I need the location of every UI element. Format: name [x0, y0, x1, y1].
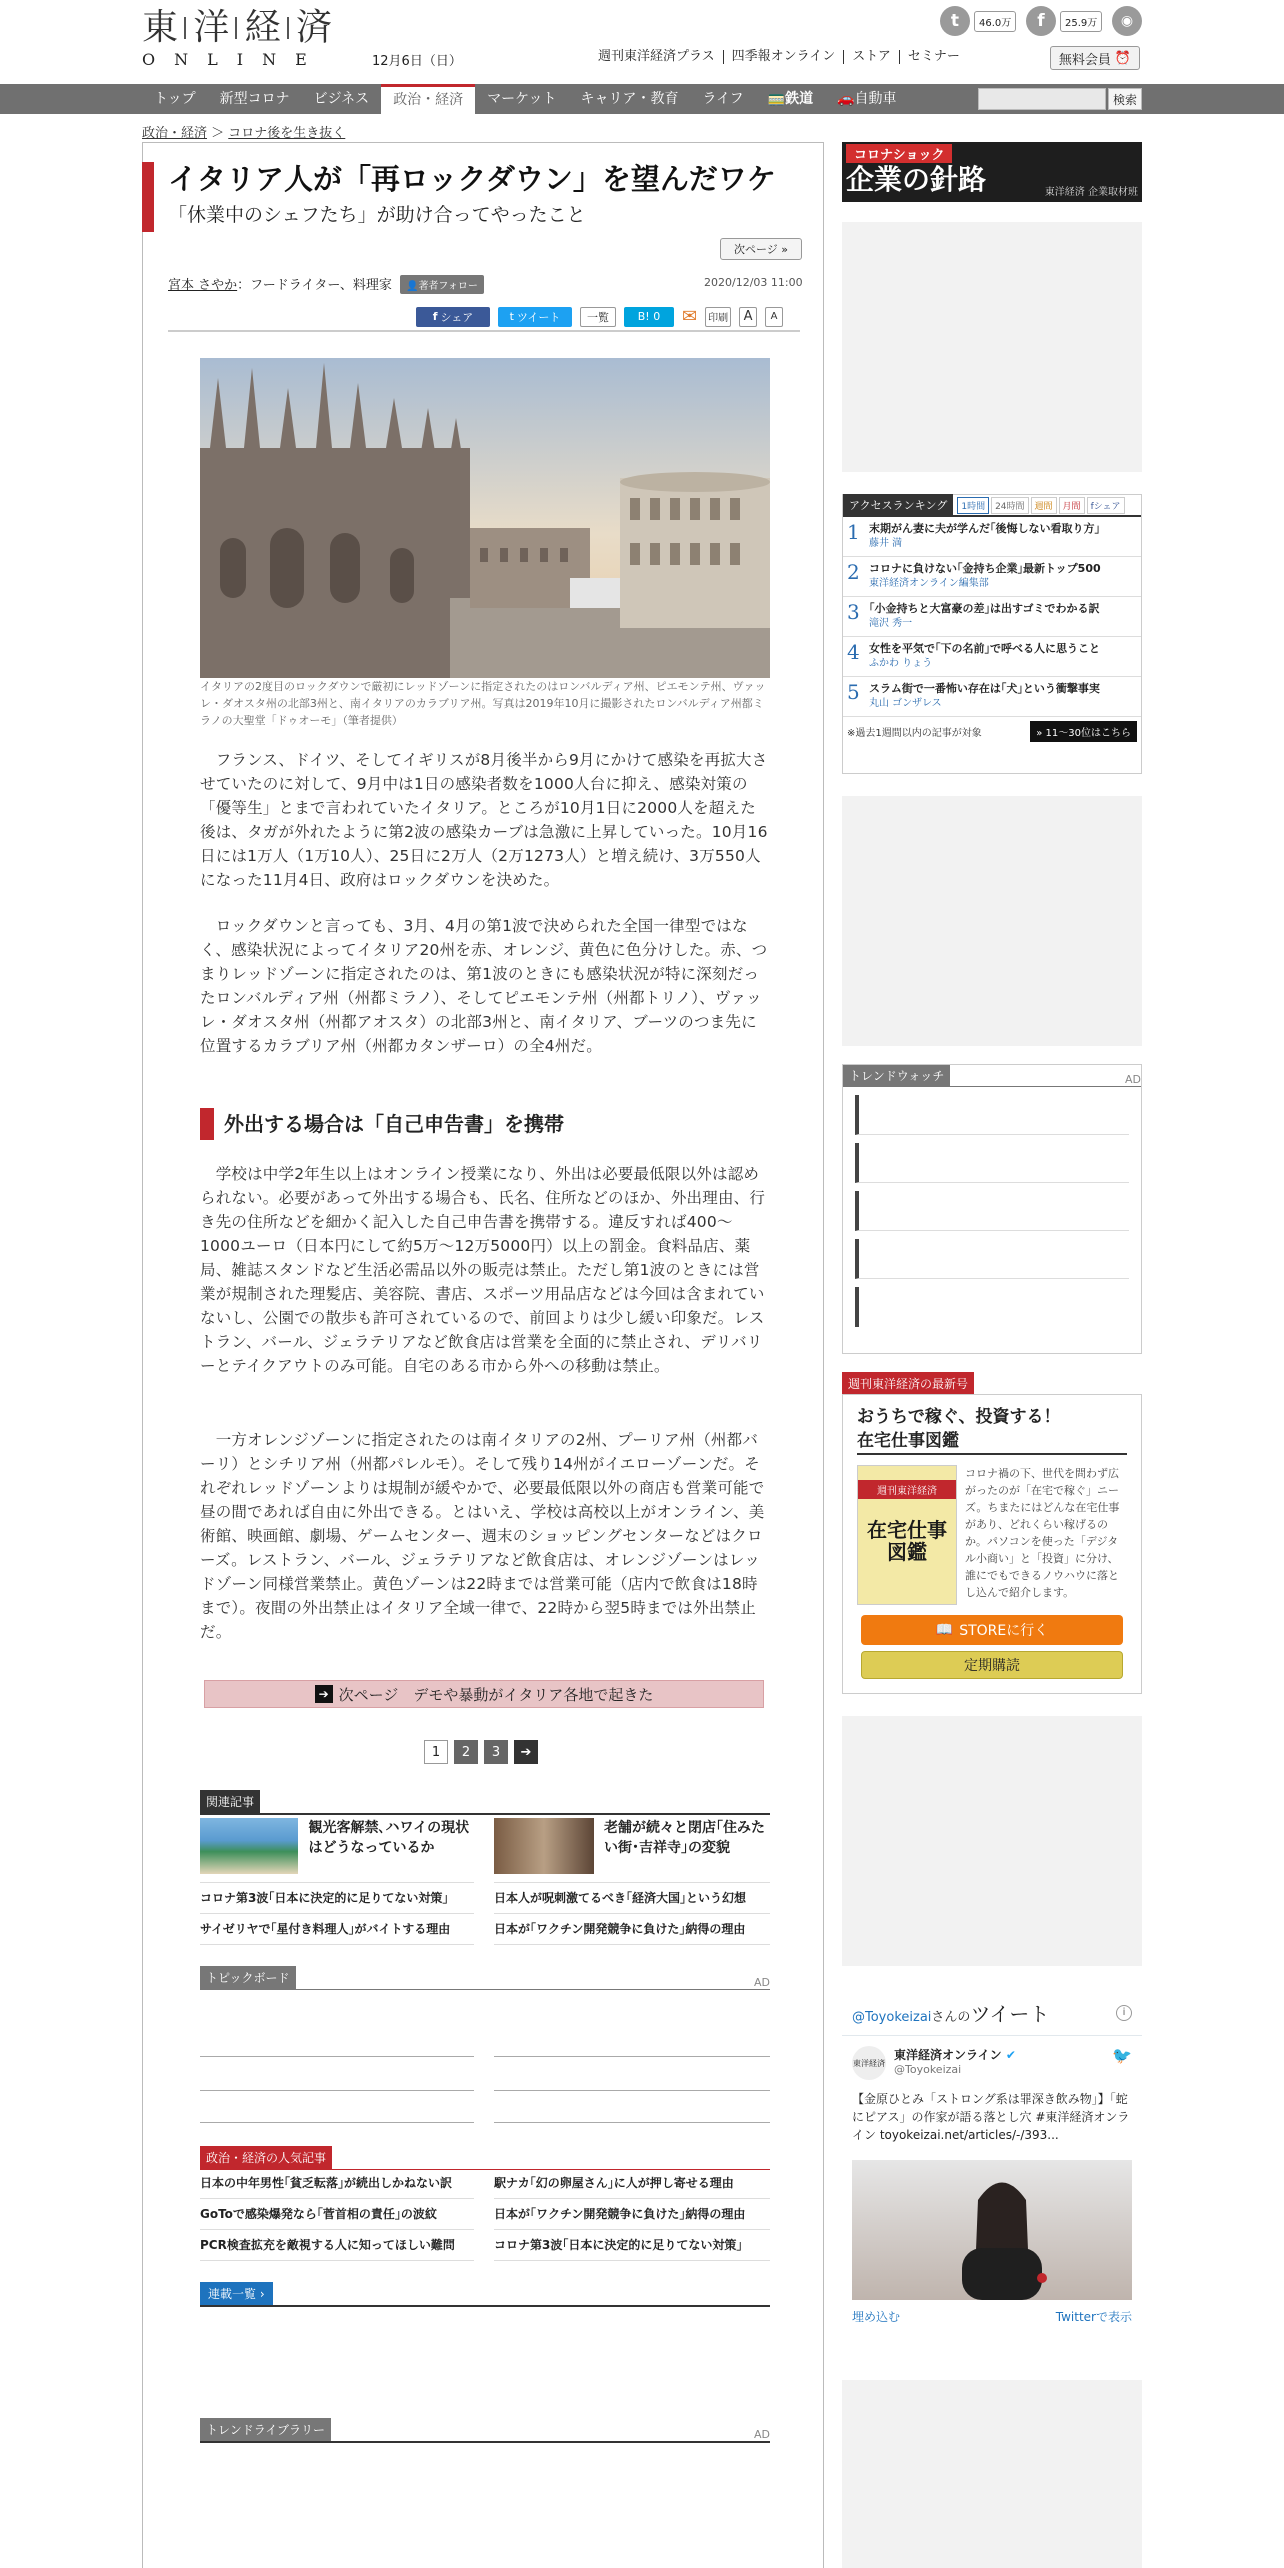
twitter-icon: t [509, 310, 514, 323]
logo-char: 東 [142, 7, 179, 48]
timeline-handle[interactable]: @Toyokeizai [852, 2010, 932, 2025]
divider [200, 2056, 474, 2057]
arrow-right-icon: ➔ [315, 1685, 333, 1703]
avatar[interactable]: 東洋経済 [852, 2046, 886, 2080]
list-item[interactable]: PCR検査拡充を敵視する人に知ってほしい難問 [200, 2230, 474, 2261]
access-ranking [842, 494, 1142, 774]
divider [168, 330, 800, 332]
chevron-right-icon: › [259, 2287, 265, 2301]
popular-head: 政治・経済の人気記事 [200, 2146, 332, 2169]
divider [200, 2441, 770, 2443]
person-plus-icon: 👤 [405, 281, 419, 292]
tweet-button[interactable] [498, 307, 572, 327]
rss-link[interactable] [1112, 6, 1142, 36]
list-item[interactable]: 日本が｢ワクチン開発競争に負けた｣納得の理由 [494, 2199, 770, 2230]
timeline-heading: ツイート [970, 2002, 1050, 2026]
header-links [590, 50, 968, 64]
rank-number: 2 [847, 560, 860, 584]
nav-railway[interactable] [756, 84, 825, 114]
page-2[interactable]: 2 [454, 1740, 478, 1764]
link-shikiho[interactable]: 四季報オンライン [723, 50, 844, 64]
link-weekly-plus[interactable]: 週刊東洋経済プラス [598, 49, 715, 64]
page-1[interactable]: 1 [424, 1740, 448, 1764]
twitter-icon: t [940, 6, 970, 36]
tweet-account[interactable]: 東洋経済オンライン [894, 2048, 1002, 2062]
ranking-tab-24h[interactable]: 24時間 [991, 497, 1028, 514]
list-item[interactable]: 駅ナカ｢幻の卵屋さん｣に人が押し寄せる理由 [494, 2168, 770, 2199]
logo-char: 洋 [193, 7, 230, 48]
series-list-label [200, 2282, 273, 2305]
timeline-suffix: さんの [931, 2010, 971, 2025]
cover-brand: 週刊東洋経済 [858, 1480, 956, 1499]
list-item[interactable]: 日本が｢ワクチン開発競争に負けた｣納得の理由 [494, 1914, 770, 1945]
nav-life[interactable]: ライフ [702, 91, 744, 107]
nav-car-label: 自動車 [854, 91, 897, 107]
divider [494, 2056, 770, 2057]
divider [200, 2090, 474, 2091]
related-title: 観光客解禁､ハワイの現状はどうなっているか [308, 1820, 470, 1856]
font-large-button[interactable]: A [739, 307, 757, 327]
nav-car[interactable] [825, 84, 908, 114]
related-thumbnail [200, 1818, 298, 1874]
divider [857, 1453, 1127, 1455]
related-list-left [200, 1882, 474, 1945]
link-seminar[interactable]: セミナー [899, 50, 968, 64]
list-item[interactable]: GoToで感染爆発なら｢菅首相の責任｣の波紋 [200, 2199, 474, 2230]
facebook-icon: f [1090, 501, 1094, 512]
facebook-follow[interactable] [1026, 6, 1102, 36]
popular-list-right [494, 2168, 770, 2261]
view-on-twitter-link[interactable]: Twitterで表示 [1055, 2310, 1132, 2324]
ranking-tab-share[interactable] [1087, 497, 1125, 514]
portrait-photo [852, 2160, 1132, 2300]
facebook-share-button[interactable] [416, 307, 490, 327]
rank-title: スラム街で一番怖い存在は｢犬｣という衝撃事実 [869, 682, 1100, 695]
facebook-count: 25.9万 [1060, 11, 1102, 32]
paragraph-text: フランス、ドイツ、そしてイギリスが8月後半から9月にかけて感染を再拡大させていたのに対して、9月中は1日の感染者数を1000人台に抑え、感染対策の「優等生」とまで言われていたイタリア。ところが10月1日に2000人を超えた後は、タガが外れたように第2波の感染カーブは急激に上昇していった。10月16日には1万人（1万10人）、25日に2万人（2万1273人）と増え続け、3万550人になった11月4日、政府はロックダウンを決めた。 [200, 751, 768, 889]
rank-author: 東洋経済オンライン編集部 [869, 578, 989, 589]
book-icon: 📖 [935, 1622, 954, 1638]
subscribe-button[interactable]: 定期購読 [861, 1651, 1123, 1679]
popular-articles [200, 2146, 770, 2170]
store-label: STOREに行く [959, 1623, 1049, 1639]
heading-accent [200, 1108, 214, 1140]
hatena-button[interactable]: B! 0 [624, 307, 674, 327]
magazine-title-line: おうちで稼ぐ、投資する！ [857, 1407, 1061, 1427]
nav-railway-label: 鉄道 [785, 91, 814, 107]
magazine-title-line: 在宅仕事図鑑 [857, 1431, 959, 1451]
trend-item[interactable] [855, 1287, 1129, 1327]
article-paragraph [200, 914, 770, 1058]
tweet-text: 【金原ひとみ「ストロング系は罪深き飲み物」】「蛇にピアス」の作家が語る落とし穴 #東洋経済オンライン toyokeizai.net/articles/-/393... [852, 2092, 1130, 2142]
rank-author: 丸山 ゴンザレス [869, 698, 942, 709]
magazine-title [857, 1405, 1127, 1453]
related-list-right [494, 1882, 770, 1945]
info-icon[interactable]: i [1116, 2005, 1132, 2021]
logo-char: 経 [244, 7, 281, 48]
ranking-head: アクセスランキング [843, 494, 953, 516]
rank-number: 1 [847, 520, 860, 544]
breadcrumb-item[interactable]: コロナ後を生き抜く [228, 126, 346, 141]
trend-item[interactable] [855, 1239, 1129, 1279]
tweet-label: ツイート [516, 310, 561, 324]
breadcrumb: 政治・経済 ＞ コロナ後を生き抜く [142, 126, 346, 141]
publish-date: 2020/12/03 11:00 [704, 276, 803, 289]
trend-library-head: トレンドライブラリー [200, 2418, 331, 2441]
trend-library [200, 2418, 770, 2443]
corona-shock-banner[interactable] [842, 142, 1142, 202]
ad-slot[interactable] [842, 796, 1142, 1046]
twitter-timeline [842, 1990, 1142, 2380]
verified-icon: ✔ [1005, 2048, 1016, 2062]
article-hero-image [200, 358, 770, 678]
topic-head: トピックボード [200, 1966, 296, 1989]
trend-item[interactable] [855, 1191, 1129, 1231]
free-member-button[interactable] [1050, 46, 1140, 70]
ranking-tab-week[interactable]: 週間 [1031, 497, 1057, 514]
divider [200, 1813, 770, 1815]
nav-top[interactable]: トップ [154, 91, 196, 107]
ad-label: AD [754, 2428, 770, 2441]
trend-item[interactable] [855, 1143, 1129, 1183]
nav-career[interactable]: キャリア・教育 [580, 91, 679, 107]
ranking-item[interactable] [843, 557, 1141, 597]
mail-icon[interactable]: ✉ [682, 306, 698, 327]
list-item[interactable]: サイゼリヤで｢星付き料理人｣がバイトする理由 [200, 1914, 474, 1945]
train-icon: 🚃 [767, 91, 786, 107]
photo-caption: イタリアの2度目のロックダウンで厳初にレッドゾーンに指定されたのはロンバルディア州、ピエモンテ州、ヴァッレ・ダオスタ州の北部3州と、南イタリアのカラブリア州。写真は2019年10月に撮影されたロンバルディア州都ミラノの大聖堂「ドゥオーモ」（筆者提供） [200, 680, 766, 727]
ad-label: AD [1125, 1073, 1141, 1086]
logo-kanji [142, 8, 332, 48]
logo-online: ONLINE [142, 50, 326, 69]
ad-slot[interactable] [842, 2380, 1142, 2568]
print-button[interactable]: 印刷 [705, 307, 731, 327]
rank-title: 末期がん妻に夫が学んだ｢後悔しない看取り方｣ [869, 522, 1100, 535]
twitter-follow[interactable] [940, 6, 1016, 36]
facebook-icon: f [1026, 6, 1056, 36]
next-page-arrow-icon[interactable]: ➔ [514, 1740, 538, 1764]
divider [494, 2090, 770, 2091]
ranking-more-button[interactable]: » 11～30位はこちら [1030, 721, 1137, 742]
trend-watch-head: トレンドウォッチ [843, 1065, 950, 1086]
page-3[interactable]: 3 [484, 1740, 508, 1764]
magazine-head: 週刊東洋経済の最新号 [842, 1372, 974, 1395]
paragraph-text: ロックダウンと言っても、3月、4月の第1波で決められた全国一律型ではなく、感染状況によってイタリア20州を赤、オレンジ、黄色に色分けした。赤、つまりレッドゾーンに指定されたのは、第1波のときにも感染状況が特に深刻だったロンバルディア州（州都ミラノ）、そしてピエモンテ州（州都トリノ）、ヴァッレ・ダオスタ州（州都アオスタ）の北部3州と、南イタリア、ブーツのつま先に位置するカラブリア州（州都カタンザーロ）の全4州だ。 [200, 917, 768, 1055]
related-thumbnail [494, 1818, 594, 1874]
ad-slot[interactable] [842, 1716, 1142, 1966]
banner-title: 企業の針路 [846, 163, 987, 196]
store-button[interactable] [861, 1615, 1123, 1645]
rank-title: ｢小金持ちと大富豪の差｣は出すゴミでわかる訳 [869, 602, 1100, 615]
nav-business[interactable]: ビジネス [313, 91, 370, 107]
list-item[interactable]: 日本人が呪刺激てるべき｢経済大国｣という幻想 [494, 1883, 770, 1914]
tweet-image[interactable] [852, 2160, 1132, 2300]
twitter-bird-icon: 🐦 [1112, 2046, 1132, 2065]
list-item[interactable]: 日本の中年男性｢貧乏転落｣が続出しかねない訳 [200, 2168, 474, 2199]
title-accent [142, 162, 154, 232]
magazine-desc: コロナ禍の下、世代を問わず広がったのが「在宅で稼ぐ」ニーズ。ちまたにはどんな在宅仕事があり、どれくらい稼げるのか。パソコンを使った「デジタル小商い」と「投資」に分け、誰にでもできるノウハウに落とし込んで紹介します。 [965, 1467, 1120, 1599]
related-title: 老舗が続々と閉店｢住みたい街･吉祥寺｣の変貌 [604, 1820, 765, 1856]
rank-number: 5 [847, 680, 860, 704]
article-title: イタリア人が「再ロックダウン」を望んだワケ [168, 162, 776, 196]
link-store[interactable]: ストア [843, 50, 899, 64]
ranking-item[interactable] [843, 597, 1141, 637]
series-label-text: 連載一覧 [208, 2287, 257, 2301]
article-paragraph [200, 748, 770, 892]
divider [200, 2122, 474, 2123]
share-label: シェア [440, 310, 474, 324]
clock-icon: ⏰ [1114, 50, 1132, 66]
breadcrumb-item[interactable]: 政治・経済 [142, 126, 208, 141]
site-logo[interactable] [142, 8, 332, 70]
rank-title: コロナに負けない｢金持ち企業｣最新トップ500 [869, 562, 1101, 575]
magazine-cover[interactable] [857, 1465, 957, 1605]
author-role: ：フードライター、料理家 [237, 278, 392, 293]
search-button[interactable]: 検索 [1108, 88, 1142, 110]
article-subtitle: 「休業中のシェフたち」が助け合ってやったこと [168, 204, 586, 226]
ranking-item[interactable] [843, 637, 1141, 677]
ranking-item[interactable] [843, 677, 1141, 717]
twitter-count: 46.0万 [974, 11, 1016, 32]
ranking-tab-month[interactable]: 月間 [1059, 497, 1085, 514]
related-head: 関連記事 [200, 1790, 260, 1813]
article-paragraph [200, 1162, 770, 1378]
paragraph-text: 学校は中学2年生以上はオンライン授業になり、外出は必要最低限以外は認められない。必要があって外出する場合も、氏名、住所などのほか、外出理由、行き先の住所などを細かく記入した自己申告書を携帯する。違反すれば400～1000ユーロ（日本円にして約5万～12万5000円）以上の罰金。食料品店、薬局、雑誌スタンドなど生活必需品以外の販売は禁止。ただし第1波のときには営業が規制された理髪店、美容院、書店、スポーツ用品店などは今回は含まれていないし、公園での散歩も許可されているので、前回よりは少し緩い印象だ。レストラン、バール、ジェラテリアなど飲食店は営業を全面的に禁止され、デリバリーとテイクアウトのみ可能。自宅のある市から外への移動は禁止。 [200, 1165, 766, 1375]
topic-board [200, 1966, 770, 1990]
embed-link[interactable]: 埋め込む [852, 2310, 901, 2324]
share-bar [416, 306, 783, 327]
magazine-box [842, 1394, 1142, 1694]
timeline-title [852, 1998, 1049, 2027]
divider [200, 1989, 770, 1990]
trend-item[interactable] [855, 1095, 1129, 1135]
car-icon: 🚗 [837, 91, 855, 107]
banner-sub: 東洋経済 企業取材班 [1044, 187, 1138, 198]
rank-number: 4 [847, 640, 860, 664]
series-list-link[interactable] [200, 2282, 770, 2307]
rank-author: 滝沢 秀一 [869, 618, 913, 629]
next-page-label: 次ページ デモや暴動がイタリア各地で起きた [338, 1685, 654, 1704]
rss-icon: ◉ [1112, 6, 1142, 36]
related-card[interactable] [200, 1818, 470, 1874]
next-page-link[interactable] [204, 1680, 764, 1708]
cover-title: 在宅仕事図鑑 [867, 1518, 947, 1564]
ranking-note: ※過去1週間以内の記事が対象 [847, 728, 982, 739]
header-date: 12月6日（日） [372, 54, 462, 69]
logo-char: 済 [295, 7, 332, 48]
trend-watch [842, 1064, 1142, 1354]
banner-tag: コロナショック [846, 144, 952, 163]
paragraph-text: 一方オレンジゾーンに指定されたのは南イタリアの2州、プーリア州（州都バーリ）とシチリア州（州都パレルモ）。そして残り14州がイエローゾーンだ。それぞれレッドゾーンよりは規制が緩やかで、必要最低限以外の商店も営業可能で昼の間であれば自由に外出できる。とはいえ、学校は高校以上がオンライン、美術館、映画館、劇場、ゲームセンター、週末のショッピングセンターなどはクローズ。レストラン、バール、ジェラテリアなど飲食店は、オレンジゾーンはレッドゾーン同様営業禁止。黄色ゾーンは22時までは営業可能（店内で飲食は18時まで）。夜間の外出禁止はイタリア全域一律で、22時から翌5時までは外出禁止だ。 [200, 1431, 765, 1641]
duomo-photo [200, 358, 770, 678]
divider [200, 2305, 770, 2307]
share-tab-label: シェア [1093, 501, 1121, 512]
search-input[interactable] [978, 88, 1106, 110]
nav-market[interactable]: マーケット [487, 91, 557, 107]
rank-title: 女性を平気で｢下の名前｣で呼べる人に思うこと [869, 642, 1100, 655]
related-articles [200, 1790, 770, 1815]
ad-slot[interactable] [842, 222, 1142, 472]
rank-author: ふかわ りょう [869, 658, 933, 669]
tweet-account-line [894, 2046, 1104, 2063]
pagination [424, 1740, 538, 1764]
twitter-list-button[interactable]: 一覧 [580, 307, 616, 327]
author-line [168, 274, 484, 294]
follow-label: 著者フォロー [418, 281, 478, 292]
font-small-button[interactable]: A [765, 307, 783, 327]
member-label: 無料会員 [1058, 52, 1111, 68]
magazine-head-wrap [842, 1372, 974, 1395]
section-heading: 外出する場合は「自己申告書」を携帯 [224, 1112, 564, 1136]
author-follow-button[interactable] [400, 275, 484, 294]
nav-corona[interactable]: 新型コロナ [219, 91, 290, 107]
list-item[interactable]: コロナ第3波｢日本に決定的に足りてない対策｣ [200, 1883, 474, 1914]
next-page-button[interactable]: 次ページ » [720, 238, 802, 260]
popular-list-left [200, 2168, 474, 2261]
related-card[interactable] [494, 1818, 770, 1874]
facebook-icon: f [432, 310, 438, 323]
list-item[interactable]: コロナ第3波｢日本に決定的に足りてない対策｣ [494, 2230, 770, 2261]
ranking-tab-1h[interactable]: 1時間 [957, 497, 989, 514]
author-name[interactable]: 宮本 さやか [168, 278, 238, 293]
tweet-account-id: @Toyokeizai [894, 2063, 962, 2076]
ranking-item[interactable] [843, 517, 1141, 557]
rank-number: 3 [847, 600, 860, 624]
nav-politics-economy[interactable]: 政治・経済 [381, 84, 475, 114]
rank-author: 藤井 満 [869, 538, 903, 549]
ad-label: AD [754, 1976, 770, 1989]
article-paragraph [200, 1428, 770, 1644]
divider [494, 2122, 770, 2123]
